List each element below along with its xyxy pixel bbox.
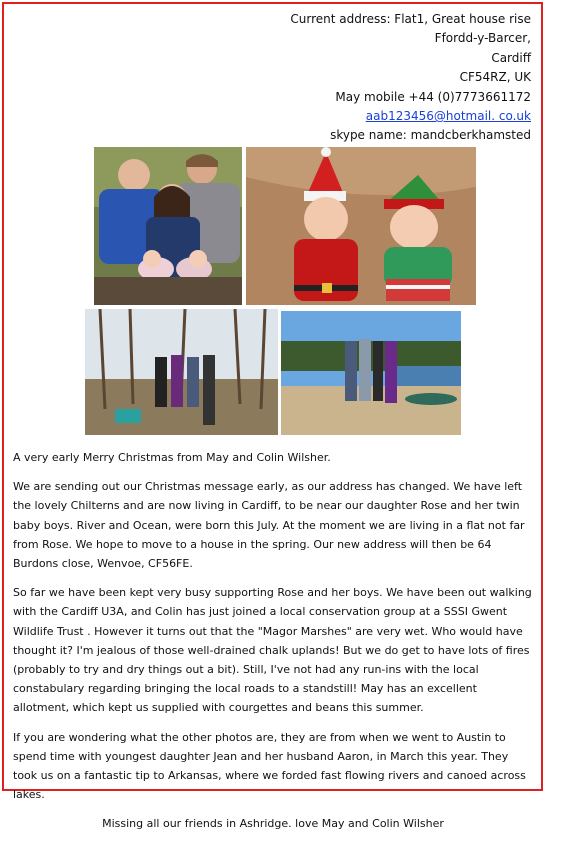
address-line-3: Cardiff xyxy=(491,50,531,65)
skype-name: skype name: mandcberkhamsted xyxy=(330,128,531,143)
address-line-4: CF54RZ, UK xyxy=(459,70,531,85)
paragraph-activities: So far we have been kept very busy supporting Rose and her boys. We have been out walking with the Cardiff U3A, and Colin has just joined a local conservation group at a SSSI Gwent Wildlife Trust . However it turns out that the "Magor Marshes" are very wet. Who would have thought it? I'm jealous of those well-drained chalk uplands! But we do get to have lots of fires (probably to try and dry things out a bit). Still, I've not had any run-ins with the local constabulary regarding bringing the local roads to a standstill! May has an excellent allotment, which kept us supplied with courgettes and beans this summer. xyxy=(13,586,532,715)
lake-group-photo xyxy=(281,311,461,435)
family-photo xyxy=(94,147,242,305)
address-line-1: Current address: Flat1, Great house rise xyxy=(290,12,531,26)
mobile-number: May mobile +44 (0)7773661172 xyxy=(335,89,531,104)
woods-group-photo xyxy=(85,309,278,435)
signoff: Missing all our friends in Ashridge. love May and Colin Wilsher xyxy=(102,817,444,831)
address-line-2: Ffordd-y-Barcer, xyxy=(434,31,531,46)
paragraph-photos: If you are wondering what the other photos are, they are from when we went to Austin to spend time with youngest daughter Jean and her husband Aaron, in March this year. They took us on a fantastic tip to Arkansas, where we forded fast flowing rivers and canoed across lakes. xyxy=(13,730,526,802)
greeting: A very early Merry Christmas from May and Colin Wilsher. xyxy=(13,451,331,464)
email-link[interactable]: aab123456@hotmail. co.uk xyxy=(365,109,531,124)
address-block xyxy=(290,10,531,146)
twins-elf-photo xyxy=(246,147,476,305)
paragraph-move: We are sending out our Christmas message early, as our address has changed. We have left the lovely Chilterns and are now living in Cardiff, to be near our daughter Rose and her twin baby boys. River and Ocean, were born this July. At the moment we are living in a flat not far from Rose. We hope to move to a house in the spring. Our new address will then be 64 Burdons close, Wenvoe, CF56FE. xyxy=(13,480,525,571)
letter-body xyxy=(13,448,533,844)
